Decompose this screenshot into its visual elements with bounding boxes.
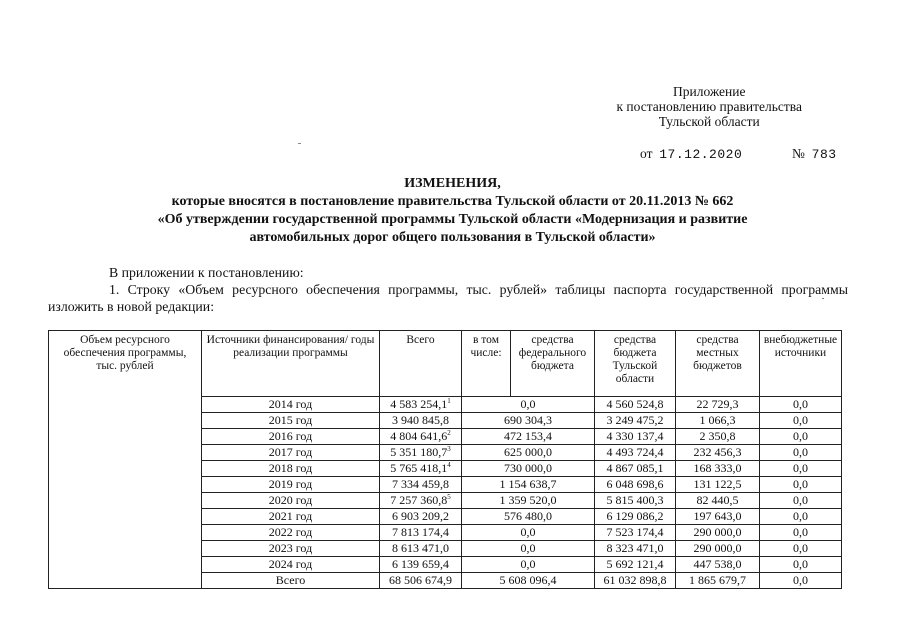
total-cell-value: 5 351 180,7 [390, 445, 448, 459]
regional-cell-value: 61 032 898,8 [603, 573, 667, 587]
scan-speck [298, 143, 301, 144]
local-cell [676, 493, 760, 509]
extra-cell [760, 557, 842, 573]
extra-cell [760, 445, 842, 461]
total-cell-value: 7 257 360,8 [390, 493, 448, 507]
regional-cell-value: 5 815 400,3 [606, 493, 664, 507]
regional-cell-value: 4 330 137,4 [606, 429, 664, 443]
total-cell [380, 477, 462, 493]
extra-cell [760, 573, 842, 589]
date-prefix: от [640, 146, 653, 161]
regional-cell [595, 557, 676, 573]
year-cell-value: 2016 год [268, 429, 313, 443]
total-cell [380, 429, 462, 445]
federal-cell-value: 1 359 520,0 [499, 493, 557, 507]
federal-cell [462, 429, 595, 445]
resource-table [48, 330, 842, 589]
federal-cell [462, 493, 595, 509]
local-cell-value: 2 350,8 [699, 429, 736, 443]
federal-cell-value: 1 154 638,7 [499, 477, 557, 491]
federal-cell-value: 576 480,0 [504, 509, 552, 523]
federal-cell [462, 461, 595, 477]
local-cell [676, 445, 760, 461]
local-cell [676, 541, 760, 557]
regional-cell-value: 3 249 475,2 [606, 413, 664, 427]
extra-cell [760, 525, 842, 541]
extra-cell [760, 493, 842, 509]
total-cell-value: 4 804 641,6 [390, 429, 448, 443]
regional-cell [595, 477, 676, 493]
footnote-marker: 4 [447, 461, 451, 469]
total-cell [380, 541, 462, 557]
year-cell [202, 541, 380, 557]
appendix-line-2: к постановлению правительства [616, 99, 802, 114]
local-cell [676, 509, 760, 525]
footnote-marker: 3 [447, 445, 451, 453]
year-cell-value: 2024 год [268, 557, 313, 571]
appendix-block [616, 84, 802, 129]
regional-cell [595, 429, 676, 445]
regional-cell [595, 525, 676, 541]
extra-cell-value: 0,0 [793, 509, 808, 523]
extra-cell-value: 0,0 [793, 461, 808, 475]
total-cell [380, 493, 462, 509]
year-cell-value: 2015 год [268, 413, 313, 427]
year-cell-value: 2017 год [268, 445, 313, 459]
local-cell-value: 197 643,0 [693, 509, 742, 523]
local-cell [676, 573, 760, 589]
extra-cell-value: 0,0 [793, 413, 808, 427]
federal-cell-value: 0,0 [520, 557, 536, 571]
year-cell-value: Всего [275, 573, 306, 587]
total-cell [380, 525, 462, 541]
local-cell-value: 232 456,3 [693, 445, 742, 459]
total-cell-value: 6 903 209,2 [392, 509, 449, 523]
total-cell-value: 8 613 471,0 [392, 541, 449, 555]
title-line-2: которые вносятся в постановление правительства Тульской области от 20.11.2013 № 662 [171, 194, 734, 209]
document-number-group [792, 146, 837, 162]
document-date: 17.12.2020 [659, 147, 743, 162]
year-cell-value: 2023 год [268, 541, 313, 555]
header-federal: средства федерального бюджета [511, 331, 595, 397]
document-number: 783 [811, 147, 837, 162]
federal-cell-value: 730 000,0 [504, 461, 552, 475]
local-cell-value: 290 000,0 [693, 525, 742, 539]
extra-cell-value: 0,0 [793, 493, 808, 507]
federal-cell-value: 5 608 096,4 [499, 573, 557, 587]
total-cell-value: 3 940 845,8 [392, 413, 449, 427]
document-title [0, 175, 905, 247]
total-cell [380, 397, 462, 413]
intro-paragraph-2: 1. Строку «Объем ресурсного обеспечения программы, тыс. рублей» таблицы паспорта государственной программы изложить в новой редакции: [48, 282, 848, 314]
federal-cell [462, 525, 595, 541]
total-cell-value: 4 583 254,1 [390, 397, 448, 411]
federal-cell-value: 0,0 [520, 525, 536, 539]
federal-cell-value: 0,0 [520, 397, 536, 411]
intro-text [48, 264, 848, 315]
federal-cell [462, 509, 595, 525]
federal-cell [462, 397, 595, 413]
year-cell [202, 445, 380, 461]
header-regional: средства бюджета Тульской области [595, 331, 676, 397]
local-cell-value: 1 865 679,7 [689, 573, 746, 587]
total-cell [380, 413, 462, 429]
local-cell-value: 82 440,5 [696, 493, 739, 507]
local-cell-value: 290 000,0 [693, 541, 742, 555]
total-cell [380, 573, 462, 589]
total-cell [380, 509, 462, 525]
header-extra: внебюджетные источники [760, 331, 842, 397]
total-cell [380, 557, 462, 573]
year-cell [202, 557, 380, 573]
regional-cell-value: 4 560 524,8 [606, 397, 664, 411]
regional-cell [595, 509, 676, 525]
extra-cell-value: 0,0 [793, 557, 808, 571]
extra-cell [760, 509, 842, 525]
federal-cell [462, 541, 595, 557]
local-cell [676, 525, 760, 541]
total-cell-value: 7 334 459,8 [392, 477, 449, 491]
total-cell-value: 68 506 674,9 [389, 573, 452, 587]
regional-cell-value: 6 048 698,6 [606, 477, 664, 491]
title-line-4: автомобильных дорог общего пользования в Тульской области» [249, 230, 656, 245]
regional-cell [595, 493, 676, 509]
header-local: средства местных бюджетов [676, 331, 760, 397]
appendix-line-1: Приложение [672, 84, 746, 99]
year-cell [202, 413, 380, 429]
total-cell-value: 7 813 174,4 [392, 525, 449, 539]
extra-cell [760, 541, 842, 557]
extra-cell [760, 397, 842, 413]
federal-cell-value: 472 153,4 [504, 429, 552, 443]
title-line-3: «Об утверждении государственной программы Тульской области «Модернизация и развитие [157, 212, 748, 227]
total-cell-value: 5 765 418,1 [390, 461, 448, 475]
federal-cell-value: 690 304,3 [504, 413, 552, 427]
regional-cell [595, 413, 676, 429]
extra-cell-value: 0,0 [793, 541, 808, 555]
year-cell-value: 2014 год [268, 397, 313, 411]
year-cell-value: 2022 год [268, 525, 313, 539]
total-cell [380, 445, 462, 461]
federal-cell [462, 477, 595, 493]
local-cell [676, 397, 760, 413]
extra-cell [760, 413, 842, 429]
federal-cell-value: 625 000,0 [504, 445, 552, 459]
year-cell [202, 525, 380, 541]
local-cell [676, 413, 760, 429]
year-cell [202, 573, 380, 589]
regional-cell [595, 397, 676, 413]
regional-cell [595, 541, 676, 557]
year-cell-value: 2020 год [268, 493, 313, 507]
year-cell [202, 477, 380, 493]
regional-cell-value: 7 523 174,4 [606, 525, 664, 539]
federal-cell [462, 445, 595, 461]
intro-paragraph-1: В приложении к постановлению: [109, 265, 304, 280]
scan-speck [822, 298, 824, 299]
year-cell [202, 461, 380, 477]
extra-cell [760, 477, 842, 493]
regional-cell [595, 573, 676, 589]
regional-cell-value: 6 129 086,2 [606, 509, 664, 523]
footnote-marker: 1 [447, 397, 451, 405]
extra-cell [760, 429, 842, 445]
federal-cell [462, 557, 595, 573]
year-cell [202, 509, 380, 525]
extra-cell [760, 461, 842, 477]
number-label: № [792, 146, 805, 161]
total-cell-value: 6 139 659,4 [392, 557, 449, 571]
extra-cell-value: 0,0 [793, 525, 808, 539]
local-cell-value: 1 066,3 [699, 413, 736, 427]
local-cell [676, 477, 760, 493]
local-cell [676, 429, 760, 445]
local-cell-value: 168 333,0 [693, 461, 742, 475]
year-cell [202, 493, 380, 509]
title-line-1: ИЗМЕНЕНИЯ, [404, 176, 501, 191]
total-cell [380, 461, 462, 477]
side-header: Объем ресурсного обеспечения программы, тыс. рублей [63, 334, 187, 372]
local-cell-value: 447 538,0 [693, 557, 742, 571]
local-cell [676, 461, 760, 477]
year-cell [202, 397, 380, 413]
federal-cell-value: 0,0 [520, 541, 536, 555]
extra-cell-value: 0,0 [793, 477, 808, 491]
extra-cell-value: 0,0 [793, 397, 808, 411]
footnote-marker: 2 [447, 429, 451, 437]
footnote-marker: 5 [447, 493, 451, 501]
local-cell-value: 131 122,5 [693, 477, 742, 491]
federal-cell [462, 413, 595, 429]
year-cell-value: 2018 год [268, 461, 313, 475]
regional-cell [595, 461, 676, 477]
extra-cell-value: 0,0 [793, 429, 808, 443]
regional-cell-value: 8 323 471,0 [606, 541, 664, 555]
side-header-cell [49, 331, 202, 589]
regional-cell [595, 445, 676, 461]
year-cell-value: 2019 год [268, 477, 313, 491]
appendix-line-3: Тульской области [658, 114, 760, 129]
header-total: Всего [380, 331, 462, 397]
local-cell-value: 22 729,3 [696, 397, 739, 411]
year-cell-value: 2021 год [268, 509, 313, 523]
header-sources: Источники финансирования/ годы реализации программы [202, 331, 380, 397]
header-including: в том числе: [462, 331, 511, 397]
regional-cell-value: 4 493 724,4 [606, 445, 664, 459]
local-cell [676, 557, 760, 573]
regional-cell-value: 5 692 121,4 [606, 557, 664, 571]
federal-cell [462, 573, 595, 589]
year-cell [202, 429, 380, 445]
regional-cell-value: 4 867 085,1 [606, 461, 664, 475]
extra-cell-value: 0,0 [793, 445, 808, 459]
date-line [640, 146, 837, 162]
extra-cell-value: 0,0 [793, 573, 808, 587]
